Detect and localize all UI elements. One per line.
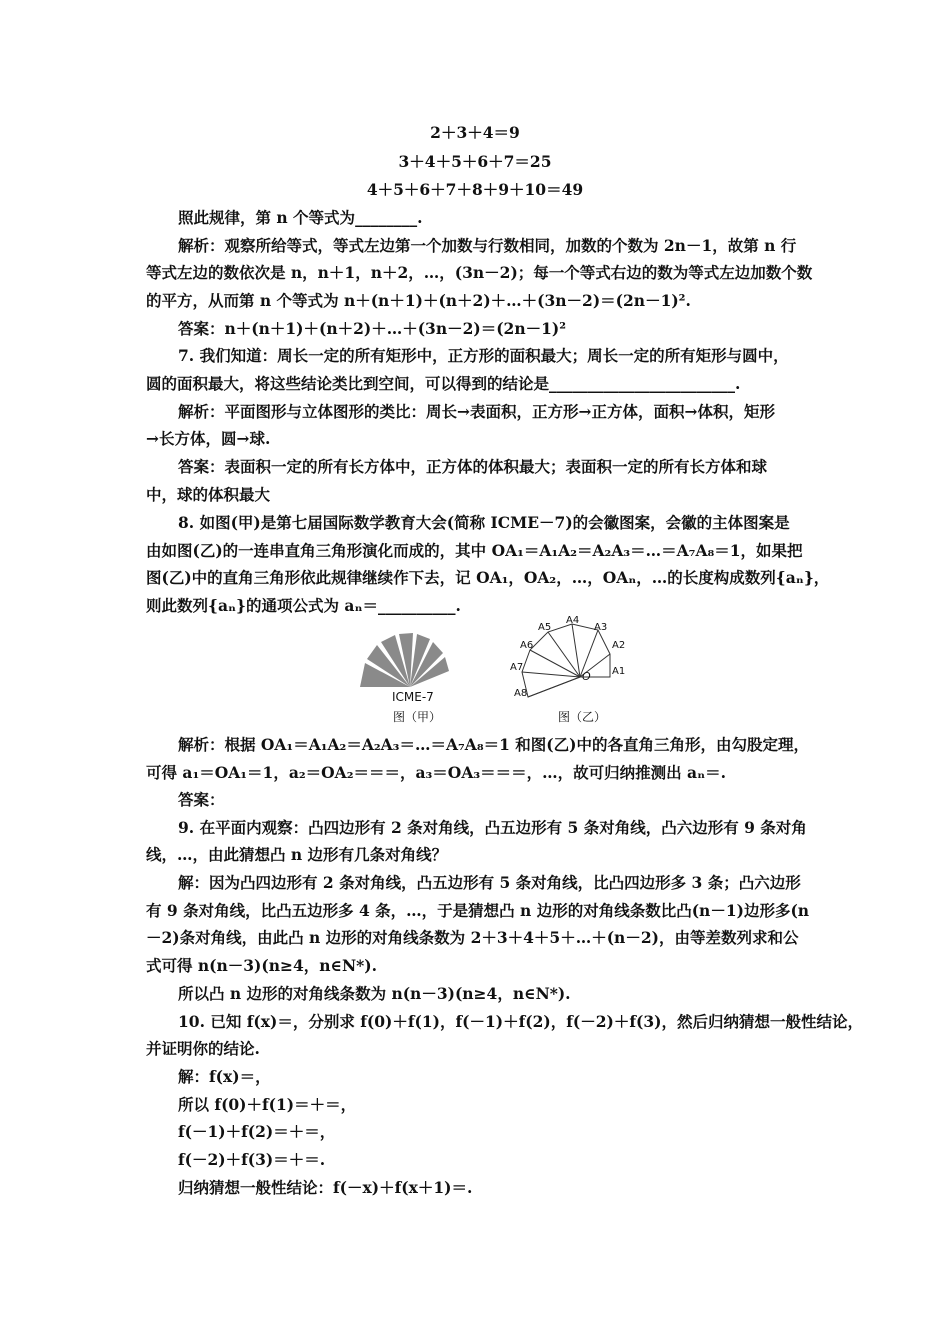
- text-line: 归纳猜想一般性结论：f(－x)＋f(x＋1)＝.: [178, 1178, 473, 1197]
- question-10-line: 10. 已知 f(x)＝，分别求 f(0)＋f(1)，f(－1)＋f(2)，f(－2)＋f(3)，然后归纳猜想一般性结论，: [178, 1012, 863, 1031]
- equation-1: 2＋3＋4＝9: [430, 123, 520, 142]
- text-line: f(－2)＋f(3)＝＋＝.: [178, 1150, 326, 1169]
- text-line: 等式左边的数依次是 n，n＋1，n＋2，…，(3n－2)；每一个等式右边的数为等式左边加数个数: [146, 263, 813, 282]
- question-8-line: 由如图(乙)的一连串直角三角形演化而成的，其中 OA₁＝A₁A₂＝A₂A₃＝…＝A₇A₈＝1，如果把: [146, 541, 803, 560]
- question-7-line: 7. 我们知道：周长一定的所有矩形中，正方形的面积最大；周长一定的所有矩形与圆中，: [178, 346, 789, 365]
- spiral-outline: [522, 624, 610, 697]
- point-label: A1: [612, 666, 626, 677]
- text-line: 的平方，从而第 n 个等式为 n＋(n＋1)＋(n＋2)＋…＋(3n－2)＝(2n－1)².: [146, 291, 691, 310]
- text-line: 有 9 条对角线，比凸五边形多 4 条，…，于是猜想凸 n 边形的对角线条数比凸(n－1)边形多(n: [146, 901, 810, 920]
- question-9-line: 9. 在平面内观察：凸四边形有 2 条对角线，凸五边形有 5 条对角线，凸六边形有 9 条对角: [178, 818, 807, 837]
- question-7-line: 圆的面积最大，将这些结论类比到空间，可以得到的结论是________________________.: [146, 374, 741, 393]
- text-line: －2)条对角线，由此凸 n 边形的对角线条数为 2＋3＋4＋5＋…＋(n－2)，由等差数列求和公: [146, 928, 799, 947]
- logo-text: ICME-7: [392, 690, 434, 704]
- text-line: f(－1)＋f(2)＝＋＝，: [178, 1122, 336, 1141]
- text-line: 解析：观察所给等式，等式左边第一个加数与行数相同，加数的个数为 2n－1，故第 n 行: [178, 236, 797, 255]
- question-9-line: 线，…，由此猜想凸 n 边形有几条对角线？: [146, 845, 448, 864]
- text-line: 解：因为凸四边形有 2 条对角线，凸五边形有 5 条对角线，比凸四边形多 3 条；凸六边形: [178, 873, 801, 892]
- answer-line: 答案：: [178, 790, 225, 809]
- equation-3: 4＋5＋6＋7＋8＋9＋10＝49: [366, 180, 584, 199]
- text-line: 解析：平面图形与立体图形的类比：周长→表面积，正方形→正方体，面积→体积，矩形: [178, 402, 775, 421]
- text-line: 可得 a₁＝OA₁＝1，a₂＝OA₂＝＝＝，a₃＝OA₃＝＝＝，…，故可归纳推测出 aₙ＝.: [146, 763, 727, 782]
- point-label: A2: [612, 640, 626, 651]
- figure-caption-right: 图（乙）: [558, 710, 607, 724]
- text-line: 所以 f(0)＋f(1)＝＋＝，: [178, 1095, 357, 1114]
- point-label: A8: [514, 688, 528, 699]
- answer-line: 答案：表面积一定的所有长方体中，正方体的体积最大；表面积一定的所有长方体和球: [178, 457, 768, 476]
- text-line: 式可得 n(n－3)(n≥4，n∈N*).: [146, 956, 378, 975]
- question-8-line: 则此数列{aₙ}的通项公式为 aₙ＝__________.: [146, 596, 461, 615]
- point-label: A6: [520, 640, 534, 651]
- answer-line: 中，球的体积最大: [146, 485, 271, 504]
- equation-2: 3＋4＋5＋6＋7＝25: [398, 152, 552, 171]
- text-line: 解析：根据 OA₁＝A₁A₂＝A₂A₃＝…＝A₇A₈＝1 和图(乙)中的各直角三角形，由勾股定理，: [178, 735, 809, 754]
- point-label: A7: [510, 662, 524, 673]
- logo-spiral-icon: [360, 633, 449, 687]
- text-line: 照此规律，第 n 个等式为________.: [178, 208, 423, 227]
- question-10-line: 并证明你的结论.: [146, 1039, 260, 1058]
- question-8-line: 图(乙)中的直角三角形依此规律继续作下去，记 OA₁，OA₂，…，OAₙ，…的长度构成数列{aₙ}，: [146, 568, 830, 587]
- figure-caption-left: 图（甲）: [393, 710, 442, 724]
- text-line: →长方体，圆→球.: [146, 429, 271, 448]
- point-label: A4: [566, 615, 580, 626]
- point-label: A3: [594, 622, 608, 633]
- question-8-line: 8. 如图(甲)是第七届国际数学教育大会(简称 ICME－7)的会徽图案，会徽的主体图案是: [178, 513, 790, 532]
- point-label: A5: [538, 622, 552, 633]
- text-line: 解：f(x)＝，: [178, 1067, 271, 1086]
- answer-line: 答案：n＋(n＋1)＋(n＋2)＋…＋(3n－2)＝(2n－1)²: [178, 319, 567, 338]
- origin-label: O: [582, 670, 591, 683]
- text-line: 所以凸 n 边形的对角线条数为 n(n－3)(n≥4，n∈N*).: [178, 984, 571, 1003]
